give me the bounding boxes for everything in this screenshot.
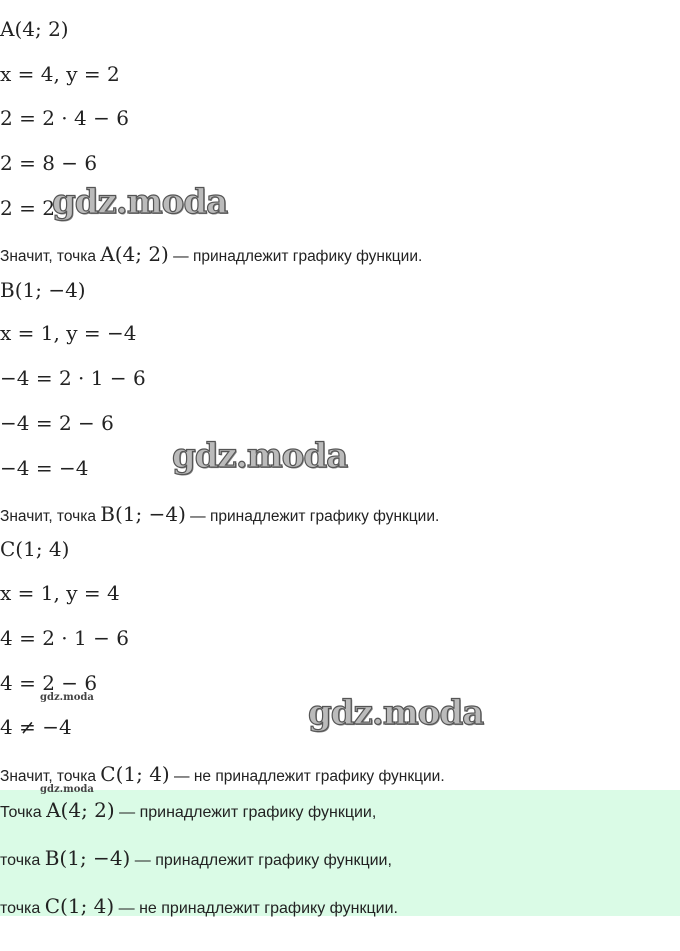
equation-b-3: −4 = −4	[0, 456, 89, 480]
watermark-small-2: gdz.moda	[40, 784, 94, 795]
summary-2-pre: точка	[0, 852, 45, 869]
equation-b-1: −4 = 2 · 1 − 6	[0, 366, 146, 390]
summary-3-point: C(1; 4)	[44, 894, 115, 918]
equation-a-2: 2 = 8 − 6	[0, 151, 98, 175]
watermark-small-1: gdz.moda	[40, 692, 94, 703]
summary-2-post: — принадлежит графику функции,	[130, 852, 392, 869]
conclusion-b-pre: Значит, точка	[0, 508, 101, 525]
conclusion-c	[0, 762, 445, 786]
equation-b-2: −4 = 2 − 6	[0, 411, 114, 435]
equation-c-3: 4 ≠ −4	[0, 715, 72, 739]
summary-1-pre: Точка	[0, 804, 47, 821]
equation-c-2: 4 = 2 − 6	[0, 671, 98, 695]
conclusion-b-post: — принадлежит графику функции.	[185, 508, 440, 525]
conclusion-b-point: B(1; −4)	[100, 502, 186, 526]
conclusion-c-post: — не принадлежит графику функции.	[169, 768, 445, 785]
summary-2-point: B(1; −4)	[44, 846, 131, 870]
point-b: B(1; −4)	[0, 278, 86, 302]
point-a: A(4; 2)	[0, 17, 69, 41]
summary-3-pre: точка	[0, 900, 45, 917]
summary-1-point: A(4; 2)	[46, 798, 115, 822]
summary-box	[0, 790, 680, 916]
summary-line-3	[0, 894, 398, 918]
summary-line-1	[0, 798, 376, 822]
conclusion-c-pre: Значит, точка	[0, 768, 101, 785]
summary-1-post: — принадлежит графику функции,	[114, 804, 377, 821]
watermark-1: gdz.moda	[52, 182, 228, 222]
equation-a-1: 2 = 2 · 4 − 6	[0, 106, 129, 130]
conclusion-c-point: C(1; 4)	[100, 762, 170, 786]
watermark-2: gdz.moda	[172, 436, 348, 476]
equation-a-3: 2 = 2	[0, 196, 55, 220]
substitution-c: x = 1, y = 4	[0, 581, 120, 605]
substitution-a: x = 4, y = 2	[0, 62, 120, 86]
watermark-3: gdz.moda	[308, 693, 484, 733]
conclusion-a-point: A(4; 2)	[100, 242, 169, 266]
summary-3-post: — не принадлежит графику функции.	[114, 900, 398, 917]
point-c: C(1; 4)	[0, 537, 70, 561]
substitution-b: x = 1, y = −4	[0, 321, 137, 345]
conclusion-a-pre: Значит, точка	[0, 248, 101, 265]
equation-c-1: 4 = 2 · 1 − 6	[0, 626, 129, 650]
conclusion-b	[0, 502, 439, 526]
conclusion-a	[0, 242, 422, 266]
summary-line-2	[0, 846, 392, 870]
conclusion-a-post: — принадлежит графику функции.	[168, 248, 423, 265]
